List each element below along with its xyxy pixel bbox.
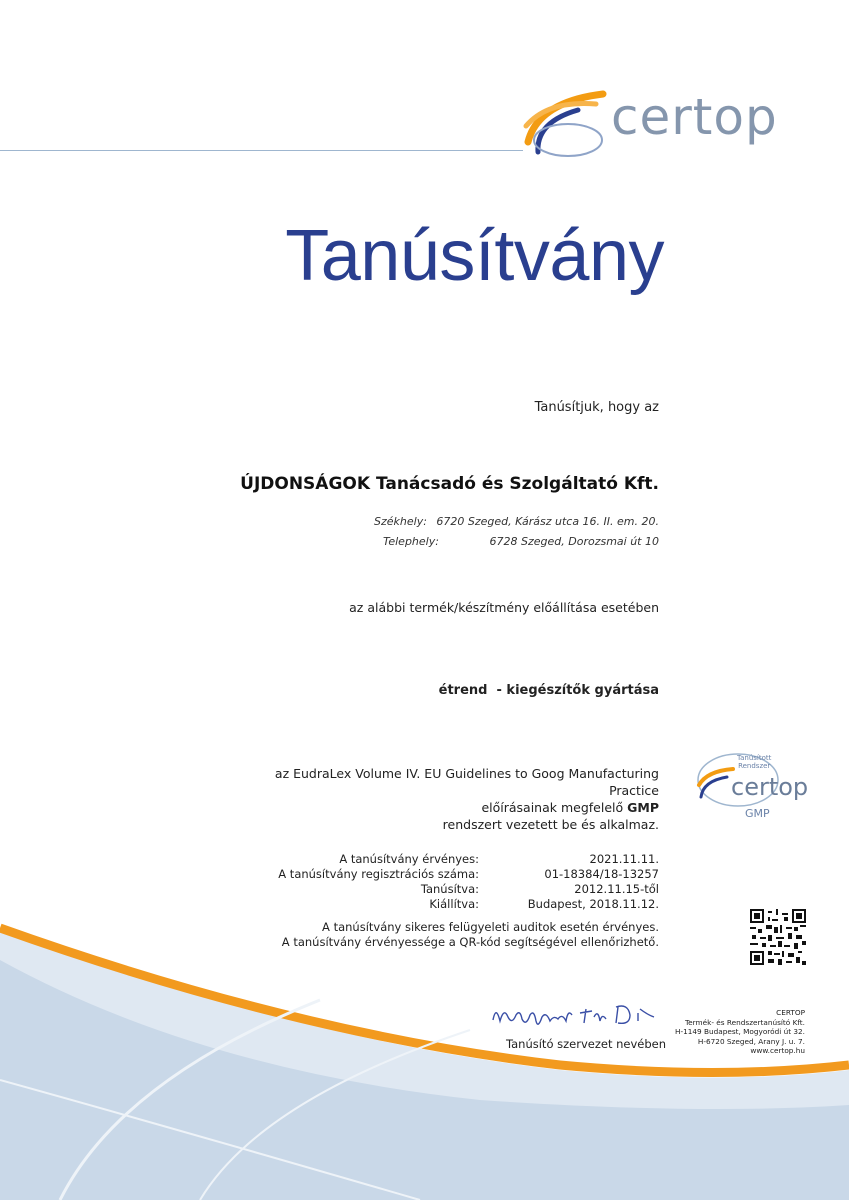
certop-swoosh-icon	[518, 82, 613, 162]
intro-text: Tanúsítjuk, hogy az	[534, 400, 659, 415]
hq-address: 6720 Szeged, Kárász utca 16. II. em. 20.	[436, 515, 659, 528]
gmp-bold: GMP	[627, 800, 659, 815]
product-scope: étrend - kiegészítők gyártása	[438, 683, 659, 698]
company-name: ÚJDONSÁGOK Tanácsadó és Szolgáltató Kft.	[240, 474, 659, 494]
product-intro: az alábbi termék/készítmény előállítása esetében	[349, 600, 659, 615]
standard-line2: előírásainak megfelelő GMP	[481, 800, 659, 815]
gmp-small-text2: Rendszer	[738, 762, 771, 770]
reg-value: 01-18384/18-13257	[544, 867, 659, 881]
certop-logo	[518, 82, 788, 162]
note-line1: A tanúsítvány sikeres felügyeleti auditok esetén érvényes.	[322, 920, 659, 934]
valid-value: 2021.11.11.	[589, 852, 659, 866]
standard-statement	[239, 765, 659, 833]
certificate-title: Tanúsítvány	[285, 216, 664, 296]
gmp-small-text1: Tanúsított	[737, 754, 772, 762]
signature	[488, 995, 658, 1035]
validity-notes	[282, 920, 659, 950]
standard-line3: rendszert vezetett be és alkalmaz.	[442, 817, 659, 832]
site-address: 6728 Szeged, Dorozsmai út 10	[489, 535, 659, 548]
issuer-name: CERTOP	[776, 1008, 805, 1017]
issued-value: Budapest, 2018.11.12.	[527, 897, 659, 911]
validity-labels	[278, 852, 479, 912]
issuer-address2: H-6720 Szeged, Arany J. u. 7.	[697, 1036, 805, 1046]
issuer-website[interactable]: www.certop.hu	[750, 1046, 805, 1055]
hq-label: Székhely:	[374, 515, 427, 528]
gmp-label: GMP	[745, 807, 770, 820]
certified-label: Tanúsítva:	[420, 882, 479, 896]
header-divider	[0, 150, 523, 151]
validity-values	[528, 852, 659, 912]
note-line2: A tanúsítvány érvényessége a QR-kód segítségével ellenőrizhető.	[281, 935, 659, 949]
standard-line1: az EudraLex Volume IV. EU Guidelines to Goog Manufacturing Practice	[274, 766, 659, 798]
issuer-address1: H-1149 Budapest, Mogyoródi út 32.	[674, 1027, 805, 1036]
gmp-certification-logo	[693, 745, 813, 830]
valid-label: A tanúsítvány érvényes:	[339, 852, 479, 866]
reg-label: A tanúsítvány regisztrációs száma:	[278, 867, 479, 881]
gmp-brand: certop	[731, 773, 809, 801]
certified-value: 2012.11.15-től	[574, 882, 659, 896]
issued-label: Kiállítva:	[429, 897, 479, 911]
logo-wordmark: certop	[611, 88, 778, 146]
issuer-block	[675, 1008, 805, 1056]
qr-code-icon[interactable]	[750, 909, 806, 965]
issuer-full-name: Termék- és Rendszertanúsító Kft.	[684, 1017, 805, 1027]
site-label: Telephely:	[383, 535, 439, 548]
signature-caption: Tanúsító szervezet nevében	[506, 1037, 667, 1051]
